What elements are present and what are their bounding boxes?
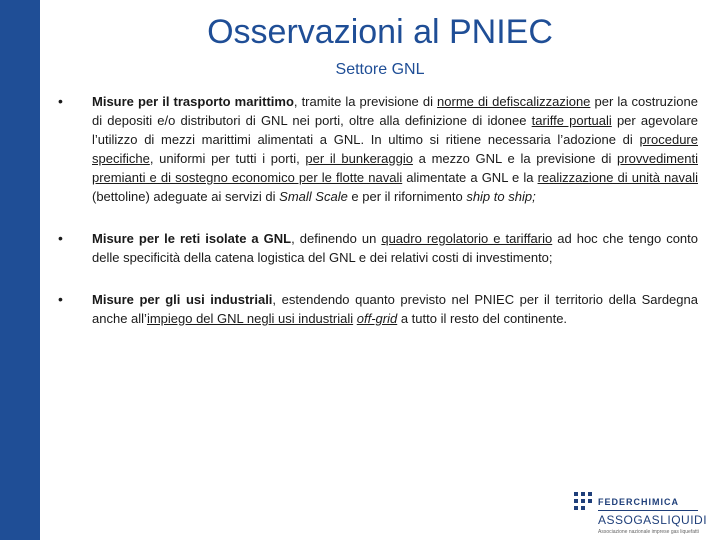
text-segment: (bettoline) adeguate ai servizi di — [92, 189, 280, 204]
bullet-item-maritime — [58, 92, 698, 206]
text-segment: , estendendo quanto previsto nel PNIEC per il territorio della Sardegna anche all’ — [92, 292, 698, 326]
text-segment: impiego del GNL negli usi industriali — [146, 311, 354, 326]
left-accent-bar — [0, 0, 40, 540]
bullet-marker: • — [58, 291, 63, 307]
text-segment: Misure per il trasporto marittimo — [92, 94, 294, 109]
bullet-marker: • — [58, 93, 63, 109]
bullet-marker: • — [58, 230, 63, 246]
text-segment: Misure per le reti isolate a GNL — [92, 231, 292, 246]
text-segment: off-grid — [356, 311, 398, 326]
logo-name: ASSOGASLIQUIDI — [598, 513, 708, 527]
slide-subtitle: Settore GNL — [335, 61, 425, 78]
text-segment: , tramite la previsione di — [293, 94, 438, 109]
text-segment: ad hoc che tengo conto delle specificità della catena logistica del GNL e dei relativi costi di investimento; — [92, 231, 698, 265]
text-segment: Misure per gli usi industriali — [92, 292, 273, 307]
text-segment: per la costruzione di depositi e/o distributori di GNL nei porti, oltre alla definizione di idonee — [92, 94, 698, 128]
text-segment: Small Scale — [279, 189, 348, 204]
text-segment: , definendo un — [291, 231, 382, 246]
text-segment: a mezzo GNL e la previsione di — [412, 151, 618, 166]
text-segment: norme di defiscalizzazione — [437, 94, 591, 109]
text-segment: procedure specifiche — [92, 132, 698, 166]
assogasliquidi-logo — [572, 488, 712, 538]
bullet-item-isolated-networks — [58, 229, 698, 267]
text-segment: provvedimenti premianti e di sostegno economico per le flotte navali — [92, 151, 698, 185]
text-segment: per agevolare l’utilizzo di mezzi marittimi alimentati a GNL. In ultimo si ritiene necessaria l’adozione di — [92, 113, 698, 147]
text-segment: tariffe portuali — [531, 113, 612, 128]
bullet-list — [58, 92, 698, 328]
slide-title: Osservazioni al PNIEC — [207, 13, 553, 51]
bullet-text — [92, 92, 698, 206]
bullet-text — [92, 290, 698, 328]
logo-federchimica: FEDERCHIMICA — [598, 497, 679, 507]
bullet-item-industrial-uses — [58, 290, 698, 328]
text-segment: , uniformi per tutti i porti, — [149, 151, 306, 166]
text-segment: e per il rifornimento — [347, 189, 467, 204]
logo-divider — [598, 510, 698, 511]
text-segment: a tutto il resto del continente. — [397, 311, 568, 326]
text-segment: per il bunkeraggio — [305, 151, 413, 166]
text-segment: alimentate a GNL e la — [402, 170, 538, 185]
logo-tagline: Associazione nazionale imprese gas liquefatti — [598, 529, 699, 535]
bullet-text — [92, 229, 698, 267]
text-segment: ship to ship; — [466, 189, 536, 204]
federchimica-logo-icon — [572, 490, 594, 512]
text-segment: realizzazione di unità navali — [537, 170, 698, 185]
text-segment: quadro regolatorio e tariffario — [381, 231, 553, 246]
